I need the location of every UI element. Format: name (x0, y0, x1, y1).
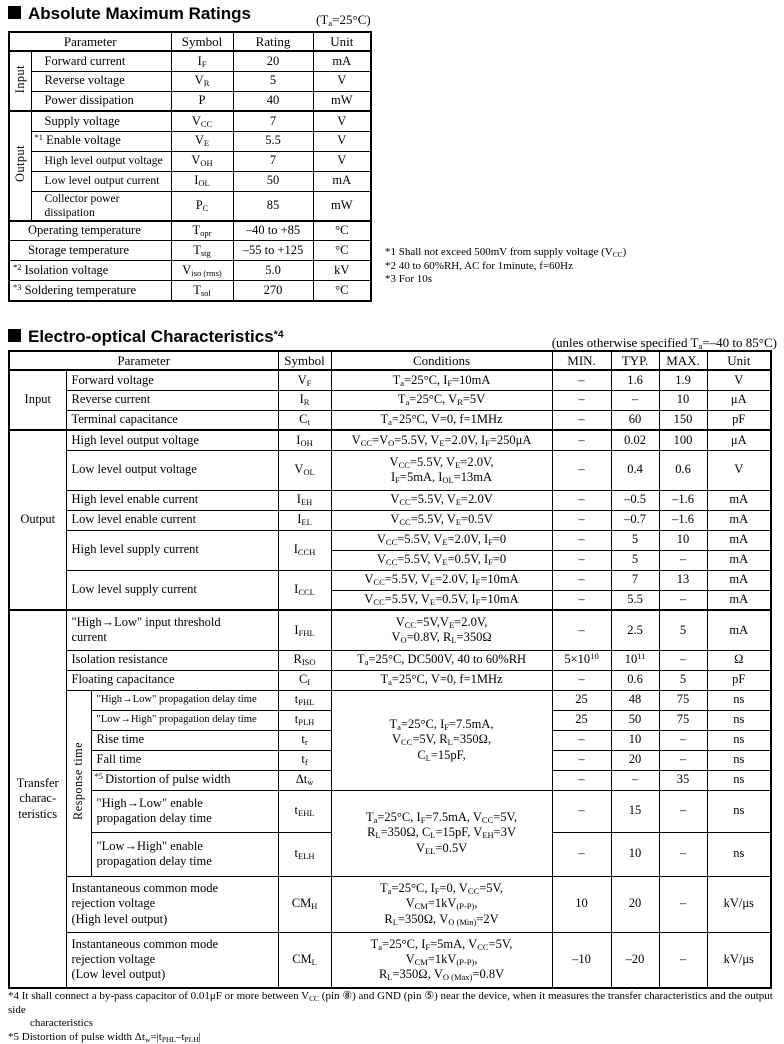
table-cell: $V_{CC}=5.5V$, $V_E=0.5V$ (331, 510, 552, 530)
table-cell: Collector power dissipation (31, 191, 171, 221)
table-cell: $I_F$ (171, 51, 233, 71)
table-cell: V (707, 370, 771, 390)
table-row (9, 450, 771, 490)
table-cell: $R_{ISO}$ (278, 650, 331, 670)
table-cell: 60 (611, 410, 659, 430)
table-cell: – (659, 832, 707, 876)
table-cell: mA (707, 530, 771, 550)
table-cell: $V_{CC}$ (171, 111, 233, 131)
table-row (9, 91, 371, 111)
table-cell: –20 (611, 932, 659, 988)
table-row (9, 111, 371, 131)
table-cell: – (659, 750, 707, 770)
table-cell: – (552, 390, 611, 410)
table-cell: – (611, 770, 659, 790)
table-cell: 7 (611, 570, 659, 590)
table-cell: –10 (552, 932, 611, 988)
table-row (9, 370, 771, 390)
table-cell: – (552, 490, 611, 510)
table-cell: V (313, 71, 371, 91)
table-cell: – (552, 750, 611, 770)
table-cell: $\Delta t_w$ (278, 770, 331, 790)
table-cell: High level supply current (66, 530, 278, 570)
table-row (9, 670, 771, 690)
table-cell: $V_{CC}=5.5V$, $V_E=0.5V$, $I_F=0$ (331, 550, 552, 570)
table-cell: $I_{OL}$ (171, 171, 233, 191)
table-cell: 5.5 (233, 131, 313, 151)
table-cell: $I_{CCL}$ (278, 570, 331, 610)
table-cell: 20 (611, 876, 659, 932)
table-cell: 20 (233, 51, 313, 71)
table-cell: 10 (659, 530, 707, 550)
footnote-4-line-2: characteristics (8, 1017, 778, 1031)
table-cell: $I_{EH}$ (278, 490, 331, 510)
table-row (9, 191, 371, 221)
table-cell: $V_F$ (278, 370, 331, 390)
table-row (9, 570, 771, 590)
table-cell: 0.6 (659, 450, 707, 490)
table-cell: Terminal capacitance (66, 410, 278, 430)
table-cell: Ω (707, 650, 771, 670)
table-cell: Forward voltage (66, 370, 278, 390)
table-header-row (9, 351, 771, 370)
table-cell: $t_{PHL}$ (278, 690, 331, 710)
table-cell: 1.6 (611, 370, 659, 390)
table-row (9, 790, 771, 832)
table-cell: – (659, 790, 707, 832)
table-cell: – (552, 510, 611, 530)
table-cell: – (552, 410, 611, 430)
table-row (9, 241, 371, 261)
table-cell: ns (707, 790, 771, 832)
table-cell: Reverse current (66, 390, 278, 410)
table-row (9, 171, 371, 191)
table-cell: $t_{PLH}$ (278, 710, 331, 730)
table-cell: μA (707, 430, 771, 450)
table-row (9, 71, 371, 91)
table-cell: High level enable current (66, 490, 278, 510)
table-cell: Low level output current (31, 171, 171, 191)
table-row (9, 876, 771, 932)
table-cell: °C (313, 221, 371, 241)
table-cell: ns (707, 832, 771, 876)
table-cell: mW (313, 91, 371, 111)
table-cell: $P_C$ (171, 191, 233, 221)
table-cell: V (313, 131, 371, 151)
column-header: Parameter (9, 351, 278, 370)
table-cell: $^{*5}$ Distortion of pulse width (91, 770, 278, 790)
group-label-cell: Input (9, 370, 66, 430)
table-cell: Instantaneous common mode rejection voltage (High level output) (66, 876, 278, 932)
section-marker-icon (8, 329, 21, 342)
table-cell: $T_a=25^\circ C$, $I_F=7.5mA$, $V_{CC}=5V$, $R_L=350\Omega$, $C_L=15pF$, $V_{EH}=3V$ $V_{EL}=0.5V$ (331, 790, 552, 876)
table-cell: Rise time (91, 730, 278, 750)
table-row (9, 430, 771, 450)
table-cell: $CM_H$ (278, 876, 331, 932)
table-row (9, 932, 771, 988)
table-cell: 2.5 (611, 610, 659, 650)
table-cell: mA (707, 570, 771, 590)
table-cell: ns (707, 710, 771, 730)
table-row (9, 530, 771, 550)
table-cell: 20 (611, 750, 659, 770)
table-row (9, 261, 371, 281)
table-cell: 7 (233, 111, 313, 131)
table-cell: High level output voltage (66, 430, 278, 450)
section-title-electro-optical-characteristics (8, 327, 284, 347)
table-cell: 75 (659, 710, 707, 730)
table-cell: 13 (659, 570, 707, 590)
column-header: MIN. (552, 351, 611, 370)
table-cell: – (552, 730, 611, 750)
table-cell: Forward current (31, 51, 171, 71)
table-cell: mA (707, 610, 771, 650)
group-label-cell: Output (9, 430, 66, 610)
table-cell: – (611, 390, 659, 410)
table-cell: $V_R$ (171, 71, 233, 91)
table-cell: – (552, 450, 611, 490)
table-cell: $V_{CC}=5V,V_E=2.0V$, $V_O=0.8V$, $R_L=350\Omega$ (331, 610, 552, 650)
table-cell: 85 (233, 191, 313, 221)
table-cell: $V_{OH}$ (171, 151, 233, 171)
table-cell: 50 (233, 171, 313, 191)
table-cell: 150 (659, 410, 707, 430)
table-cell: – (659, 650, 707, 670)
table-cell: – (552, 670, 611, 690)
table-cell: High level output voltage (31, 151, 171, 171)
table-cell: – (552, 590, 611, 610)
table-cell: $T_{sol}$ (171, 281, 233, 301)
table-cell: °C (313, 241, 371, 261)
table-cell: 1.9 (659, 370, 707, 390)
note-3: *3 For 10s (385, 273, 626, 287)
table-cell: $V_{CC}=V_O=5.5V$, $V_E=2.0V$, $I_F=250\mu A$ (331, 430, 552, 450)
table-cell: 10 (552, 876, 611, 932)
table-row (9, 51, 371, 71)
table-cell: –0.7 (611, 510, 659, 530)
table-cell: °C (313, 281, 371, 301)
table-row (9, 390, 771, 410)
table-cell: – (552, 790, 611, 832)
column-header: TYP. (611, 351, 659, 370)
footnote-5: *5 Distortion of pulse width $\Delta t_w=|t_{PHL}-t_{PLH}|$ (8, 1031, 778, 1044)
table-cell: – (552, 770, 611, 790)
table-row (9, 281, 371, 301)
table-cell: Isolation resistance (66, 650, 278, 670)
section-title-text: Absolute Maximum Ratings (28, 4, 251, 23)
table-cell: $10^{11}$ (611, 650, 659, 670)
table-row (9, 131, 371, 151)
table-cell: – (552, 550, 611, 570)
table-cell: Low level enable current (66, 510, 278, 530)
table-cell: 48 (611, 690, 659, 710)
table-cell: kV/μs (707, 876, 771, 932)
electro-optical-characteristics-table-container (8, 350, 770, 989)
table-cell: V (313, 151, 371, 171)
vertical-group-label-cell (9, 111, 31, 221)
table-cell: "Low→High" propagation delay time (91, 710, 278, 730)
table-cell: "Low→High" enable propagation delay time (91, 832, 278, 876)
table-cell: mA (313, 171, 371, 191)
table-cell: mA (707, 550, 771, 570)
column-header: Conditions (331, 351, 552, 370)
table-cell: $T_{stg}$ (171, 241, 233, 261)
table-cell: ns (707, 750, 771, 770)
table-cell: Low level supply current (66, 570, 278, 610)
section-title-footnote-ref: *4 (274, 328, 284, 340)
table-cell: $V_{CC}=5.5V$, $V_E=2.0V$, $I_F=0$ (331, 530, 552, 550)
table-cell: – (659, 730, 707, 750)
vertical-label: Response time (71, 742, 86, 820)
table-cell: 5 (659, 610, 707, 650)
section-title-absolute-maximum-ratings (8, 4, 251, 24)
table-cell: ns (707, 690, 771, 710)
table-cell: –40 to +85 (233, 221, 313, 241)
table-cell: 75 (659, 690, 707, 710)
table-cell: $^{*1}$ Enable voltage (31, 131, 171, 151)
table-cell: $T_a=25^\circ C$, V=0, f=1MHz (331, 410, 552, 430)
table-cell: 35 (659, 770, 707, 790)
table-cell: mA (707, 590, 771, 610)
table-cell: pF (707, 670, 771, 690)
table-cell: – (659, 550, 707, 570)
table-cell: 40 (233, 91, 313, 111)
table-cell: $T_a=25^\circ C$, $I_F=0$, $V_{CC}=5V$, $V_{CM}=1kV_{(P-P)}$, $R_L=350\Omega$, $V_{O (Min)}=2V$ (331, 876, 552, 932)
table-cell: 0.4 (611, 450, 659, 490)
table-cell: $I_{EL}$ (278, 510, 331, 530)
table-cell: $T_a=25^\circ C$, DC500V, 40 to 60%RH (331, 650, 552, 670)
table-cell: 270 (233, 281, 313, 301)
table-cell: $^{*3}$ Soldering temperature (9, 281, 171, 301)
table-cell: 5 (611, 530, 659, 550)
table-header-row (9, 32, 371, 51)
table-cell: $T_a=25^\circ C$, $I_F=5mA$, $V_{CC}=5V$, $V_{CM}=1kV_{(P-P)}$, $R_L=350\Omega$, $V_{O (Max)}=0.8V$ (331, 932, 552, 988)
footnote-4-line-1: *4 It shall connect a by-pass capacitor of 0.01μF or more between $V_{CC}$ (pin ⑧) and GND (pin ⑤) near the device, when it measures the transfer characteristics and the output side (8, 990, 778, 1017)
note-2: *2 40 to 60%RH, AC for 1minute, f=60Hz (385, 260, 626, 274)
table-cell: $t_{ELH}$ (278, 832, 331, 876)
table-cell: $C_f$ (278, 670, 331, 690)
table-row (9, 610, 771, 650)
table-cell: –0.5 (611, 490, 659, 510)
table-cell: – (552, 610, 611, 650)
table-cell: 10 (611, 832, 659, 876)
table-cell: 7 (233, 151, 313, 171)
vertical-label: Input (13, 65, 28, 93)
table-cell: P (171, 91, 233, 111)
table-cell: Supply voltage (31, 111, 171, 131)
table-cell: $t_r$ (278, 730, 331, 750)
section-title-text: Electro-optical Characteristics (28, 327, 274, 346)
table-cell: – (552, 530, 611, 550)
table-cell: $t_{EHL}$ (278, 790, 331, 832)
table-cell: – (552, 570, 611, 590)
table-row (9, 490, 771, 510)
table-row (9, 410, 771, 430)
table-cell: $T_a=25^\circ C$, V=0, f=1MHz (331, 670, 552, 690)
table-cell: – (552, 832, 611, 876)
table-cell: $I_R$ (278, 390, 331, 410)
table-cell: $V_{CC}=5.5V$, $V_E=2.0V$ (331, 490, 552, 510)
table-cell: ns (707, 770, 771, 790)
table-cell: pF (707, 410, 771, 430)
table-cell: $V_{CC}=5.5V$, $V_E=2.0V$, $I_F=5mA$, $I_{OL}=13mA$ (331, 450, 552, 490)
table-cell: V (313, 111, 371, 131)
table-cell: 5 (659, 670, 707, 690)
table-cell: $T_a=25^\circ C$, $V_R=5V$ (331, 390, 552, 410)
table-cell: mA (707, 490, 771, 510)
table-cell: Storage temperature (9, 241, 171, 261)
column-header: Parameter (9, 32, 171, 51)
column-header: Symbol (171, 32, 233, 51)
table-row (9, 510, 771, 530)
table-cell: mA (313, 51, 371, 71)
table-cell: $T_a=25^\circ C$, $I_F=10mA$ (331, 370, 552, 390)
table-cell: 5.5 (611, 590, 659, 610)
column-header: MAX. (659, 351, 707, 370)
table-cell: 25 (552, 710, 611, 730)
table-cell: "High→Low" propagation delay time (91, 690, 278, 710)
table1-condition: $(T_a=25^\circ C)$ (316, 12, 371, 28)
table-cell: $C_t$ (278, 410, 331, 430)
table-cell: – (659, 590, 707, 610)
table-cell: Low level output voltage (66, 450, 278, 490)
table-cell: Fall time (91, 750, 278, 770)
table-row (9, 690, 771, 710)
table-cell: – (552, 370, 611, 390)
table-cell: $V_E$ (171, 131, 233, 151)
table-cell: –1.6 (659, 490, 707, 510)
table-cell: $V_{CC}=5.5V$, $V_E=2.0V$, $I_F=10mA$ (331, 570, 552, 590)
table-cell: – (659, 932, 707, 988)
table-cell: $V_{iso (rms)}$ (171, 261, 233, 281)
table-cell: 10 (611, 730, 659, 750)
table-cell: μA (707, 390, 771, 410)
table-cell: –55 to +125 (233, 241, 313, 261)
electro-optical-characteristics-table (8, 350, 772, 989)
table-cell: 0.02 (611, 430, 659, 450)
table-cell: 0.6 (611, 670, 659, 690)
page-footnotes (8, 990, 778, 1044)
table-cell: $t_f$ (278, 750, 331, 770)
table-cell: mA (707, 510, 771, 530)
table-cell: –1.6 (659, 510, 707, 530)
table-cell: $I_{CCH}$ (278, 530, 331, 570)
table-cell: Reverse voltage (31, 71, 171, 91)
column-header: Unit (313, 32, 371, 51)
column-header: Symbol (278, 351, 331, 370)
table-cell: Power dissipation (31, 91, 171, 111)
table-row (9, 151, 371, 171)
table-cell: 5 (233, 71, 313, 91)
table-cell: $^{*2}$ Isolation voltage (9, 261, 171, 281)
table-cell: 15 (611, 790, 659, 832)
table-row (9, 221, 371, 241)
column-header: Rating (233, 32, 313, 51)
table-cell: $I_{FHL}$ (278, 610, 331, 650)
table-cell: 10 (659, 390, 707, 410)
table-cell: 25 (552, 690, 611, 710)
note-1: *1 Shall not exceed 500mV from supply voltage $(V_{CC})$ (385, 246, 626, 260)
table-cell: "High→Low" enable propagation delay time (91, 790, 278, 832)
table-cell: – (552, 430, 611, 450)
table-cell: – (659, 876, 707, 932)
table-cell: $I_{OH}$ (278, 430, 331, 450)
absolute-maximum-ratings-table (8, 31, 372, 302)
table1-notes (385, 246, 626, 287)
table-cell: Operating temperature (9, 221, 171, 241)
vertical-group-label-cell (9, 51, 31, 111)
table-cell: $V_{OL}$ (278, 450, 331, 490)
table-cell: ns (707, 730, 771, 750)
vertical-group-label-cell (66, 690, 91, 876)
table-cell: $T_a=25^\circ C$, $I_F=7.5mA$, $V_{CC}=5V$, $R_L=350\Omega$, $C_L=15pF$, (331, 690, 552, 790)
table-cell: 5.0 (233, 261, 313, 281)
absolute-maximum-ratings-table-container (8, 31, 370, 302)
section-marker-icon (8, 6, 21, 19)
table-cell: $V_{CC}=5.5V$, $V_E=0.5V$, $I_F=10mA$ (331, 590, 552, 610)
table-cell: mW (313, 191, 371, 221)
table-cell: 100 (659, 430, 707, 450)
vertical-label: Output (13, 145, 28, 182)
table-cell: 50 (611, 710, 659, 730)
table-cell: kV (313, 261, 371, 281)
table2-condition: (unles otherwise specified $T_a=-40$ to 85°C) (420, 335, 777, 351)
table-cell: 5 (611, 550, 659, 570)
table-cell: Floating capacitance (66, 670, 278, 690)
table-cell: $CM_L$ (278, 932, 331, 988)
table-cell: V (707, 450, 771, 490)
table-cell: Instantaneous common mode rejection voltage (Low level output) (66, 932, 278, 988)
table-cell: $5\times 10^{10}$ (552, 650, 611, 670)
table-cell: $T_{opr}$ (171, 221, 233, 241)
group-label-cell: Transfer charac- teristics (9, 610, 66, 988)
table-row (9, 650, 771, 670)
table-cell: "High→Low" input threshold current (66, 610, 278, 650)
table-cell: kV/μs (707, 932, 771, 988)
column-header: Unit (707, 351, 771, 370)
